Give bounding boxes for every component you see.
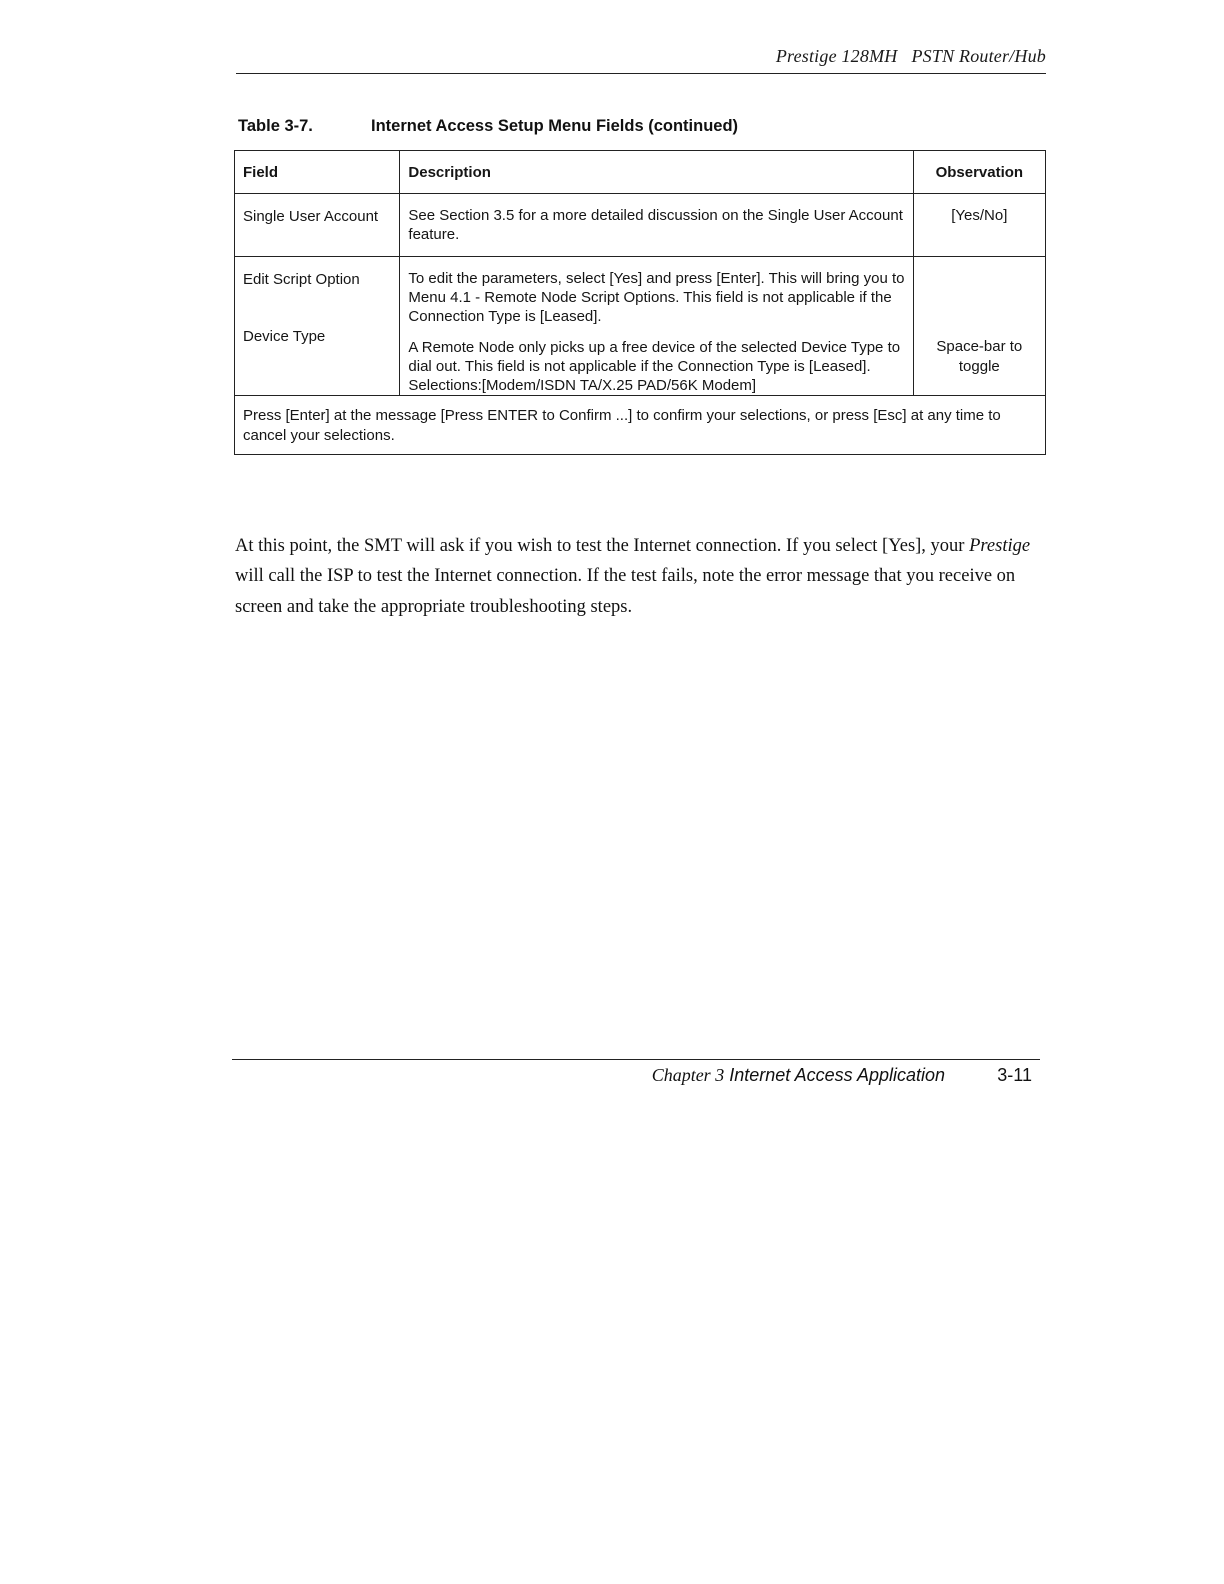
description-device-type: A Remote Node only picks up a free device of the selected Device Type to dial out. This field is not applicable if the Connection Type is [Leased]. Selections:[Modem/ISDN TA/X.25 PAD/56K Modem] bbox=[408, 339, 901, 394]
footer-chapter-word: Chapter 3 bbox=[651, 1065, 725, 1085]
table-number: Table 3-7. bbox=[238, 117, 313, 135]
footer-chapter-title: Internet Access Application bbox=[729, 1065, 945, 1085]
description-cell: See Section 3.5 for a more detailed discussion on the Single User Account feature. bbox=[400, 194, 913, 257]
observation-cell: Space-bar to toggle bbox=[913, 257, 1045, 396]
running-header bbox=[236, 46, 1046, 67]
table-footnote-row bbox=[235, 396, 1046, 455]
table-caption bbox=[238, 117, 738, 136]
footer-chapter bbox=[652, 1065, 945, 1086]
description-cell bbox=[400, 257, 913, 396]
description-edit-script-option: To edit the parameters, select [Yes] and press [Enter]. This will bring you to Menu 4.1 - Remote Node Script Options. This field is not applicable if the Connection Type is [Leased]. bbox=[408, 270, 905, 325]
header-product: Prestige 128MH bbox=[775, 46, 898, 66]
table-row bbox=[235, 194, 1046, 257]
header-subtitle: PSTN Router/Hub bbox=[911, 46, 1046, 66]
table-title: Internet Access Setup Menu Fields (continued) bbox=[371, 117, 739, 135]
table-row bbox=[235, 257, 1046, 396]
column-header-observation: Observation bbox=[913, 151, 1045, 194]
column-header-field: Field bbox=[235, 151, 400, 194]
body-text-emphasis: Prestige bbox=[969, 535, 1031, 556]
field-device-type: Device Type bbox=[243, 328, 326, 345]
header-rule bbox=[236, 73, 1046, 74]
body-text-part2: will call the ISP to test the Internet connection. If the test fails, note the error message that you receive on screen and take the appropriate troubleshooting steps. bbox=[235, 566, 1016, 617]
observation-cell: [Yes/No] bbox=[913, 194, 1045, 257]
fields-table bbox=[234, 150, 1046, 455]
field-edit-script-option: Edit Script Option bbox=[243, 271, 360, 288]
table-footnote: Press [Enter] at the message [Press ENTER to Confirm ...] to confirm your selections, or press [Esc] at any time to cancel your selections. bbox=[235, 396, 1046, 455]
footer-rule bbox=[232, 1059, 1040, 1060]
column-header-description: Description bbox=[400, 151, 913, 194]
field-cell: Single User Account bbox=[235, 194, 400, 257]
body-paragraph bbox=[235, 531, 1035, 623]
body-text-part1: At this point, the SMT will ask if you wish to test the Internet connection. If you select [Yes], your bbox=[235, 535, 970, 556]
field-cell bbox=[235, 257, 400, 396]
page-number: 3-11 bbox=[997, 1065, 1032, 1085]
page-footer bbox=[232, 1065, 1040, 1091]
table-header-row bbox=[235, 151, 1046, 194]
